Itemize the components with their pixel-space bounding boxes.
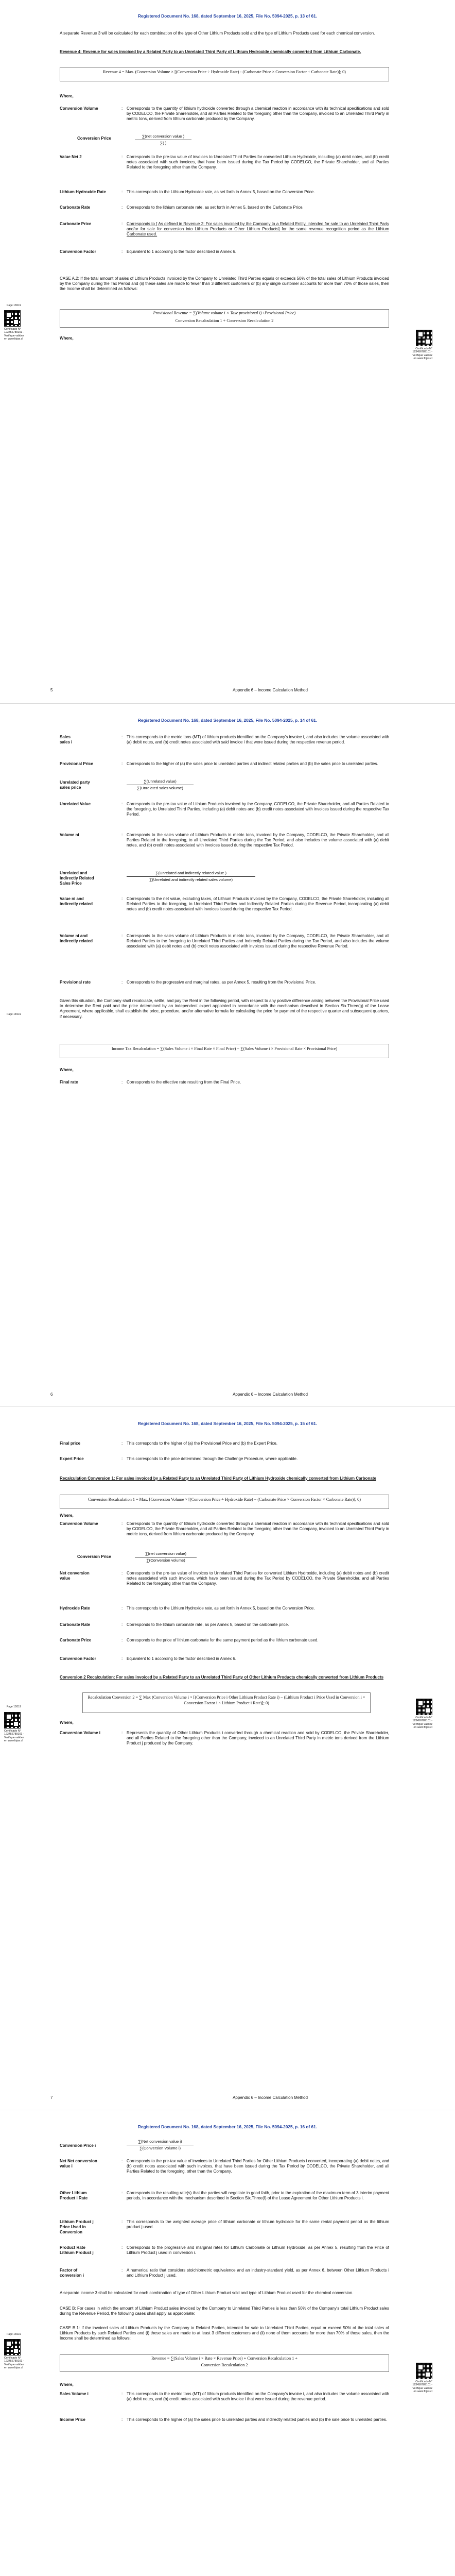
hydroxide-rate-label: Hydroxide Rate	[60, 1606, 90, 1611]
conversion-volume-text: Corresponds to the quantity of lithium hydroxide converted through a chemical reaction in accordance with its technical specifications and sold by CODELCO, the Private Shareholder, and all Parties Related to the foregoing other than the Company, invoiced to an Unrelated Third Party in metric tons, derived from lithium carbonate produced by the Company.	[127, 106, 389, 122]
recalc-2-title: Conversion 2 Recalculation: For sales invoiced by a Related Party to an Unrelated Third Party of Other Lithium Products chemically converted from Lithium Products	[60, 1675, 384, 1680]
value-net-text: Corresponds to the pre-tax value of invoices to Unrelated Third Parties for converted Lithium Hydroxide, including (a) debit notes, and (b) credit notes associated with such invoices, that have been issued during the Tax Period by CODELCO, the Private Shareholder, and all Parties Related to the foregoing other than the Company.	[127, 155, 389, 170]
value-ni-text: Corresponds to the net value, excluding taxes, of Lithium Products invoiced by the Company, CODELCO, the Private Shareholder, including all Related Parties to the foregoing, to Unrelated Third Parties and Indirectly Related Parties during the Revenue Period, incorporating (a) debit notes and (b) credit notes associated with invoices issued during the respective Tax Period.	[127, 896, 389, 912]
registration-header: Registered Document No. 168, dated September 16, 2025, File No. 5094-2025, p. 14 of 61.	[137, 718, 318, 723]
unrelated-indirect-fraction	[127, 871, 255, 882]
product-rate-text: Corresponds to the progressive and marginal rates for Lithium Carbonate or Lithium Hydroxide, as per Annex 5, resulting from the Price of Lithium Product j used in conversion i.	[127, 2245, 389, 2256]
lithium-hydroxide-rate-label: Lithium Hydroxide Rate	[60, 190, 106, 194]
colon: :	[121, 761, 123, 766]
conversion-factor-text: Equivalent to 1 according to the factor described in Annex 6.	[127, 249, 237, 254]
page-label: Page 13/119	[7, 304, 21, 307]
carbonate-rate-text: Corresponds to the lithium carbonate rate, as set forth in Annex 5, based on the Carbonate Price.	[127, 205, 304, 210]
fraction-numerator: ∑(net conversion value )	[142, 134, 185, 139]
colon: :	[121, 1638, 123, 1642]
colon: :	[121, 2191, 123, 2195]
carbonate-price-text: Corresponds to the price of lithium carbonate for the same payment period as the lithium carbonate used.	[127, 1638, 319, 1642]
lithium-product-price-label: Lithium Product j Price Used in Conversion	[60, 2219, 94, 2235]
other-lithium-rate-label: Other Lithium Product i Rate	[60, 2191, 88, 2201]
colon: :	[121, 190, 123, 194]
hydroxide-rate-text: This corresponds to the Lithium Hydroxide rate, as set forth in Annex 5, based on the Conversion Price.	[127, 1606, 315, 1611]
footer-title: Appendix 6 – Income Calculation Method	[233, 2095, 308, 2100]
revenue-4-title: Revenue 4: Revenue for sales invoiced by a Related Party to an Unrelated Third Party of Lithium Hydroxide chemically converted from Lithium Carbonate.	[60, 49, 361, 54]
footer-title: Appendix 6 – Income Calculation Method	[233, 1392, 308, 1397]
lithium-hydroxide-rate-text: This corresponds to the Lithium Hydroxide rate, as set forth in Annex 5, based on the Conversion Price.	[127, 190, 315, 194]
conversion-factor-text: Equivalent to 1 according to the factor described in Annex 6.	[127, 1656, 237, 1661]
colon: :	[121, 833, 123, 837]
fraction-numerator: ∑(Net conversion value i)	[138, 2139, 182, 2144]
separate-income-paragraph: A separate income 3 shall be calculated for each combination of type of Other Lithium Product sold and type of Lithium Product used for the chemical conversion.	[60, 2291, 354, 2295]
case-a2-formula-top: Provisional Revenue = ∑(Volume volume i × Taxe provisional i)+Provisional Price)	[153, 311, 296, 315]
colon: :	[121, 934, 123, 938]
carbonate-rate-label: Carbonate Rate	[60, 205, 91, 210]
carbonate-rate-text: Corresponds to the lithium carbonate rate, as per Annex 5, based on the carbonate price.	[127, 1622, 289, 1627]
carbonate-price-label: Carbonate Price	[60, 222, 92, 226]
case-b1-paragraph: CASE B.1: If the invoiced sales of Lithium Products by the Company to Related Parties, intended for sale to Unrelated Third Parties, equal or exceed 50% of the total sales of Lithium Products by such Related Parties and (i) these sales are made to at least 3 different customers and (ii) none of them accounts for more than 70% of those sales, then the Income shall be determined as follows:	[60, 2326, 389, 2341]
where-label: Where,	[60, 1513, 74, 1518]
expert-price-text: This corresponds to the price determined through the Challenge Procedure, where applicable.	[127, 1456, 298, 1461]
unrelated-indirect-label: Unrelated and Indirectly Related Sales Price	[60, 871, 94, 886]
provisional-price-text: Corresponds to the higher of (a) the sales price to unrelated parties and indirect related parties and (b) the sales price to unrelated parties.	[127, 761, 378, 766]
case-b1-formula-top: Revenue = ∑(Sales Volume i × Rate × Revenue Price) + Conversion Recalculation 1 +	[151, 2356, 297, 2361]
colon: :	[121, 2417, 123, 2422]
value-ni-label: Value ni and indirectly related	[60, 896, 93, 907]
fraction-numerator: ∑(Unrelated value)	[144, 779, 177, 784]
carbonate-price-label: Carbonate Price	[60, 1638, 92, 1642]
where-label: Where,	[60, 1067, 74, 1072]
where-label: Where,	[60, 336, 74, 341]
sales-i-text: This corresponds to the metric tons (MT) of lithium products identified on the Company's invoice i, and also includes the volume associated with (a) debit notes, and (b) credit notes associated with said invoice i that were issued during the respective revenue period.	[127, 735, 389, 745]
volume-ni2-text: Corresponds to the sales volume of Lithium Products in metric tons, invoiced by the Company, CODELCO, the Private Shareholder, and all Related Parties to the foregoing to Unrelated Third Parties and Indirectly Related Parties during the Tax Period, and also includes the volume associated with (a) debit notes and (b) credit notes associated with invoices issued during the respective Revenue Period.	[127, 934, 389, 949]
unrelated-value-text: Corresponds to the pre-tax value of Lithium Products invoiced by the Company, CODELCO, the Private Shareholder, and all Parties Related to the foregoing, to Unrelated Third Parties, including (a) debit notes and (b) credit notes associated with invoices issued during the respective Tax Period.	[127, 802, 389, 817]
volume-ni-label: Volume ni	[60, 833, 79, 837]
recalc-1-title: Recalculation Conversion 1: For sales invoiced by a Related Party to an Unrelated Third Party of Lithium Hydroxide chemically converted from Lithium Carbonate	[60, 1476, 376, 1481]
registration-header: Registered Document No. 168, dated September 16, 2025, File No. 5094-2025, p. 13 of 61.	[137, 13, 318, 19]
colon: :	[121, 2159, 123, 2163]
fraction-line	[127, 876, 255, 877]
value-net-label: Value Net 2	[60, 155, 82, 159]
revenue-4-formula: Revenue 4 = Max. (Conversion Volume × [(Conversion Price ÷ Hydroxide Rate) - (Carbonate Price × Conversion Factor ÷ Carbonate Rate)]; 0)	[60, 67, 389, 81]
conversion-volume-i-text: Represents the quantity of Other Lithium Products i converted through a chemical reaction and sold by CODELCO, the Private Shareholder, and all Parties Related to the foregoing other than the Company, invoiced to an Unrelated Third Party in metric tons derived from the Lithium Product j produced by the Company.	[127, 1731, 389, 1746]
carbonate-price-text: Corresponds to [ As defined in Revenue 2: For sales invoiced by the Company to a Related Entity, intended for sale to an Unrelated Third Party and/or for sale for conversion into Lithium Products or Other Lithium Products] for the same revenue recognition period as the Lithium Carbonate used.	[127, 222, 389, 237]
colon: :	[121, 1606, 123, 1611]
qr-caption: Certificado N° 123456789101 - Verifique validez en www.fojas.cl	[4, 328, 24, 341]
registration-header: Registered Document No. 168, dated September 16, 2025, File No. 5094-2025, p. 16 of 61.	[137, 2124, 318, 2129]
income-price-text: This corresponds to the higher of (a) the sales price to unrelated parties and indirectly related parties and (b) the sale price to unrelated parties.	[127, 2417, 388, 2422]
carbonate-rate-label: Carbonate Rate	[60, 1622, 91, 1627]
conversion-volume-text: Corresponds to the quantity of lithium hydroxide converted through a chemical reaction in accordance with its technical specifications and sold by CODELCO, the Private Shareholder, and all Parties Related to the foregoing other than the Company, invoiced to an Unrelated Third Party in metric tons, derived from lithium carbonate produced by the Company.	[127, 1521, 389, 1537]
sales-i-label: Sales sales i	[60, 735, 73, 745]
fraction-denominator: ∑( )	[160, 140, 167, 145]
footer-title: Appendix 6 – Income Calculation Method	[233, 688, 308, 692]
case-a2-formula-bottom: Conversion Recalculation 1 + Conversion Recalculation 2	[175, 318, 274, 323]
qr-caption: Certificado N° 123456789101 - Verifique validez en www.fojas.cl	[412, 2380, 432, 2393]
case-a2-paragraph: CASE A.2: If the total amount of sales of Lithium Products invoiced by the Company to Unrelated Third Parties equals or exceeds 50% of the total sales of Lithium Products invoiced by the Company during the Tax Period and (ii) these sales are made to fewer than 3 different customers or (b) any single customer accounts for more than 70% of those sales, then the Income shall be determined as follows:	[60, 276, 389, 292]
page-number: 7	[50, 2095, 53, 2100]
page-3	[0, 1407, 455, 2110]
page-label: Page 16/119	[7, 2333, 21, 2336]
unrelated-value-label: Unrelated Value	[60, 802, 91, 806]
intro-paragraph: A separate Revenue 3 will be calculated for each combination of the type of Other Lithium Products sold and the type of Lithium Products used for each chemical conversion.	[60, 31, 375, 36]
colon: :	[121, 1622, 123, 1627]
sales-volume-text: This corresponds to the metric tons (MT) of lithium products identified on the Company's invoice i, and also includes the volume associated with (a) debit notes, and (b) credit notes associated with such invoice i that were issued during the revenue period.	[127, 2392, 389, 2402]
fraction-denominator: ∑(Conversion volume)	[146, 1557, 185, 1563]
fraction-denominator: ∑(Conversion Volume i)	[139, 2145, 181, 2150]
page-4	[0, 2110, 455, 2576]
recalc-1-formula: Conversion Recalculation 1 = Max. [Conversion Volume × [(Conversion Price ÷ Hydroxide Rate) − (Carbonate Price × Conversion Factor × Carbonate Rate)]; 0)	[60, 1495, 389, 1509]
expert-price-label: Expert Price	[60, 1456, 84, 1461]
case-b1-formula	[60, 2354, 389, 2372]
final-rate-text: Corresponds to the effective rate resulting from the Final Price.	[127, 1080, 241, 1084]
page-label: Page 15/119	[7, 1705, 21, 1708]
qr-code-icon	[4, 1712, 21, 1728]
qr-code-icon	[416, 330, 432, 346]
conversion-price-i-label: Conversion Price i	[60, 2143, 96, 2148]
conversion-price-fraction	[135, 1551, 197, 1563]
conversion-volume-label: Conversion Volume	[60, 1521, 98, 1526]
conversion-price-i-fraction	[127, 2139, 194, 2150]
recalc-2-formula: Recalculation Conversion 2 = ∑ Max (Conversion Volume i × [(Conversion Price i Other Lithium Product Rate i) − (Lithium Product i Price Used in Conversion i × Conversion Factor i × Lithium Product i Rate)]; 0)	[82, 1692, 371, 1713]
volume-ni-text: Corresponds to the sales volume of Lithium Products in metric tons, invoiced by the Company, CODELCO, the Private Shareholder, and all Parties Related to the foregoing, to all Unrelated Third Parties during the Tax Period, and also includes the volume associated with (a) debit notes, and (b) credit notes associated with invoices issued during the respective Tax Period.	[127, 833, 389, 848]
colon: :	[121, 2219, 123, 2224]
colon: :	[121, 1656, 123, 1661]
colon: :	[121, 1521, 123, 1526]
colon: :	[121, 1080, 123, 1084]
colon: :	[121, 2392, 123, 2396]
colon: :	[121, 2245, 123, 2250]
volume-ni2-label: Volume ni and indirectly related	[60, 934, 93, 944]
page-label: Page 14/119	[7, 1013, 21, 1016]
colon: :	[121, 980, 123, 985]
unrelated-price-fraction	[127, 779, 194, 790]
fraction-numerator: ∑(Unrelated and indirectly related value )	[155, 871, 226, 875]
where-label: Where,	[60, 94, 74, 98]
where-label: Where,	[60, 2382, 74, 2387]
factor-label: Factor of conversion i	[60, 2268, 84, 2278]
registration-header: Registered Document No. 168, dated September 16, 2025, File No. 5094-2025, p. 15 of 61.	[137, 1421, 318, 1426]
net-conversion-i-label: Net Net conversion value i	[60, 2159, 97, 2169]
net-conversion-label: Net conversion value	[60, 1571, 90, 1581]
provisional-rate-text: Corresponds to the progressive and marginal rates, as per Annex 5, resulting from the Provisional Price.	[127, 980, 317, 985]
colon: :	[121, 2268, 123, 2273]
colon: :	[121, 735, 123, 739]
case-a2-formula	[60, 309, 389, 328]
qr-code-icon	[416, 2363, 432, 2379]
case-b1-formula-bottom: Conversion Recalculation 2	[201, 2362, 248, 2367]
colon: :	[121, 896, 123, 901]
factor-text: A numerical ratio that considers stoichiometric equivalence and an industry-standard yield, as per Annex 6, between Other Lithium Products i and Lithium Product j used.	[127, 2268, 389, 2278]
where-label: Where,	[60, 1720, 74, 1725]
colon: :	[121, 1441, 123, 1446]
given-paragraph: Given this situation, the Company shall recalculate, settle, and pay the Rent in the following period, with respect to any positive difference arising between the Provisional Price used to determine the Rent paid and the price determined by an independent expert appointed in accordance with the mechanism described in Section Six.Three(g) of the Lease Agreement, where applicable, shall establish the price, procedure, and/or alternative formula for calculating the price for payment of the respective quarter and subsequent quarters, if necessary.	[60, 998, 389, 1019]
product-rate-label: Product Rate Lithium Product j	[60, 2245, 94, 2256]
unrelated-price-label: Unrelated party sales price	[60, 780, 90, 790]
case-b-paragraph: CASE B: For cases in which the amount of Lithium Product sales invoiced by the Company to Unrelated Third Parties is less than 50% of the Company's total Lithium Product sales during the Revenue Period, the following cases shall apply as appropriate:	[60, 2306, 389, 2316]
colon: :	[121, 249, 123, 254]
sales-volume-label: Sales Volume i	[60, 2392, 89, 2396]
qr-code-icon	[4, 310, 21, 327]
conversion-volume-label: Conversion Volume	[60, 106, 98, 111]
qr-code-icon	[416, 1699, 432, 1715]
page-2	[0, 704, 455, 1406]
colon: :	[121, 802, 123, 806]
net-conversion-i-text: Corresponds to the pre-tax value of invoices to Unrelated Third Parties for Other Lithium Products i converted, incorporating (a) debit notes, and (b) credit notes associated with such invoices, that have been issued during the Tax Period by CODELCO, the Private Shareholder, and all Parties Related to the foregoing, other than the Company.	[127, 2159, 389, 2174]
colon: :	[121, 1731, 123, 1735]
conversion-factor-label: Conversion Factor	[60, 249, 96, 254]
qr-caption: Certificado N° 123456789101 - Verifique validez en www.fojas.cl	[4, 2357, 24, 2369]
qr-caption: Certificado N° 123456789101 - Verifique validez en www.fojas.cl	[4, 1730, 24, 1742]
page-1	[0, 0, 455, 703]
conversion-price-label: Conversion Price	[77, 136, 111, 141]
qr-caption: Certificado N° 123456789101 - Verifique validez en www.fojas.cl	[412, 347, 432, 360]
income-recalculation-formula: Income Tax Recalculation = ∑(Sales Volume i × Final Rate × Final Price) − ∑(Sales Volume i × Provisional Rate × Provisional Price)	[60, 1044, 389, 1058]
fraction-denominator: ∑(Unrelated sales volume)	[137, 785, 183, 790]
fraction-numerator: ∑(net conversion value)	[145, 1551, 187, 1556]
page-number: 6	[50, 1392, 53, 1397]
other-lithium-rate-text: Corresponds to the resulting rate(s) that the parties will negotiate in good faith, prior to the expiration of the maximum term of 3 interim payment periods, in accordance with the mechanism described in Section Six.Three(f) of the Lease Agreement for Other Lithium Products i.	[127, 2191, 389, 2201]
net-conversion-text: Corresponds to the pre-tax value of invoices to Unrelated Third Parties for converted Lithium Hydroxide, including (a) debit notes and (b) credit notes associated with such invoices, which have been issued during the Tax Period by CODELCO, the Private Shareholder, and all Parties Related to the foregoing other than the Company.	[127, 1571, 389, 1586]
provisional-rate-label: Provisional rate	[60, 980, 91, 985]
fraction-denominator: ∑(Unrelated and indirectly related sales volume)	[149, 877, 233, 882]
provisional-price-label: Provisional Price	[60, 761, 93, 766]
colon: :	[121, 106, 123, 111]
final-rate-label: Final rate	[60, 1080, 78, 1084]
colon: :	[121, 1571, 123, 1575]
qr-code-icon	[4, 2339, 21, 2355]
colon: :	[121, 222, 123, 226]
qr-caption: Certificado N° 123456789101 - Verifique validez en www.fojas.cl	[412, 1716, 432, 1729]
colon: :	[121, 205, 123, 210]
conversion-price-fraction	[135, 134, 191, 145]
income-price-label: Income Price	[60, 2417, 85, 2422]
page-number: 5	[50, 688, 53, 692]
colon: :	[121, 155, 123, 159]
conversion-price-label: Conversion Price	[77, 1554, 111, 1559]
conversion-factor-label: Conversion Factor	[60, 1656, 96, 1661]
lithium-product-price-text: This corresponds to the weighted average price of lithium carbonate or lithium hydroxide for the same rental payment period as the lithium product j used.	[127, 2219, 389, 2230]
final-price-label: Final price	[60, 1441, 81, 1446]
conversion-volume-i-label: Conversion Volume i	[60, 1731, 100, 1735]
final-price-text: This corresponds to the higher of (a) the Provisional Price and (b) the Expert Price.	[127, 1441, 278, 1446]
colon: :	[121, 1456, 123, 1461]
